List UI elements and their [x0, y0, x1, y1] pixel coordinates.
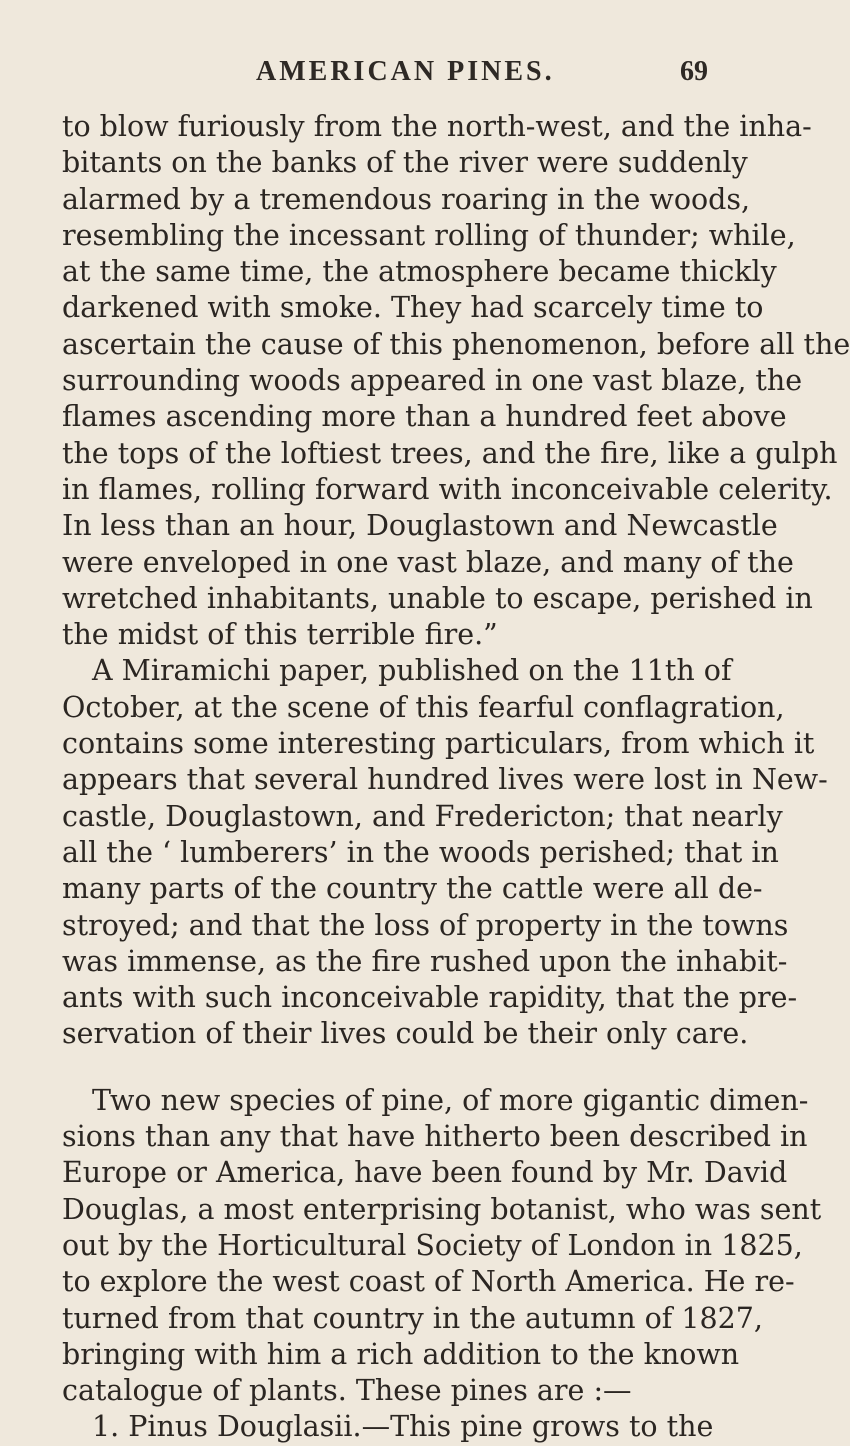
text-line: ants with such inconceivable rapidity, that the pre-: [62, 981, 798, 1015]
text-line: catalogue of plants. These pines are :—: [62, 1374, 632, 1408]
paragraph-miramichi: [62, 653, 828, 1052]
text-line: alarmed by a tremendous roaring in the woods,: [62, 182, 751, 216]
text-line: Two new species of pine, of more gigantic dimen-: [92, 1083, 809, 1117]
text-line: 1. Pinus Douglasii.—This pine grows to the: [92, 1410, 714, 1444]
text-line: A Miramichi paper, published on the 11th of: [92, 654, 732, 688]
text-line: Europe or America, have been found by Mr. David: [62, 1156, 788, 1190]
text-line: bitants on the banks of the river were suddenly: [62, 146, 748, 180]
running-title: AMERICAN PINES.: [256, 56, 555, 87]
text-line: in flames, rolling forward with inconceivable celerity.: [62, 472, 833, 506]
text-line: bringing with him a rich addition to the known: [62, 1337, 740, 1371]
text-line: resembling the incessant rolling of thunder; while,: [62, 218, 796, 252]
text-line: out by the Horticultural Society of London in 1825,: [62, 1228, 803, 1262]
text-line: sions than any that have hitherto been described in: [62, 1120, 808, 1154]
text-line: at the same time, the atmosphere became thickly: [62, 255, 777, 289]
text-line: to blow furiously from the north-west, and the inha-: [62, 110, 812, 143]
text-line: all the ‘ lumberers’ in the woods perished; that in: [62, 835, 779, 869]
text-line: ascertain the cause of this phenomenon, before all the: [62, 327, 850, 361]
text-line: was immense, as the fire rushed upon the inhabit-: [62, 944, 788, 978]
text-line: darkened with smoke. They had scarcely time to: [62, 291, 764, 325]
text-line: surrounding woods appeared in one vast blaze, the: [62, 364, 803, 398]
text-line: stroyed; and that the loss of property in the towns: [62, 908, 789, 942]
paragraph-two-new-species: [62, 1083, 822, 1446]
text-line: appears that several hundred lives were lost in New-: [62, 763, 828, 797]
text-line: castle, Douglastown, and Fredericton; that nearly: [62, 799, 783, 833]
text-line: flames ascending more than a hundred feet above: [62, 400, 787, 434]
text-line: the midst of this terrible fire.”: [62, 618, 498, 652]
body-text: [62, 109, 850, 1446]
text-line: servation of their lives could be their only care.: [62, 1017, 749, 1051]
text-line: were enveloped in one vast blaze, and many of the: [62, 545, 794, 579]
text-line: wretched inhabitants, unable to escape, perished in: [62, 581, 813, 615]
text-line: the tops of the loftiest trees, and the fire, like a gulph: [62, 436, 838, 470]
page-number: 69: [680, 56, 708, 87]
text-line: many parts of the country the cattle were all de-: [62, 872, 763, 906]
text-line: October, at the scene of this fearful conflagration,: [62, 690, 785, 724]
paragraph-quote-continuation: [62, 109, 850, 653]
paragraph-gap: [62, 1053, 708, 1083]
running-head: [256, 56, 708, 96]
text-line: Douglas, a most enterprising botanist, who was sent: [62, 1192, 822, 1226]
text-line: contains some interesting particulars, from which it: [62, 727, 815, 761]
text-line: to explore the west coast of North America. He re-: [62, 1265, 795, 1299]
text-line: turned from that country in the autumn of 1827,: [62, 1301, 763, 1335]
text-line: In less than an hour, Douglastown and Newcastle: [62, 509, 778, 543]
